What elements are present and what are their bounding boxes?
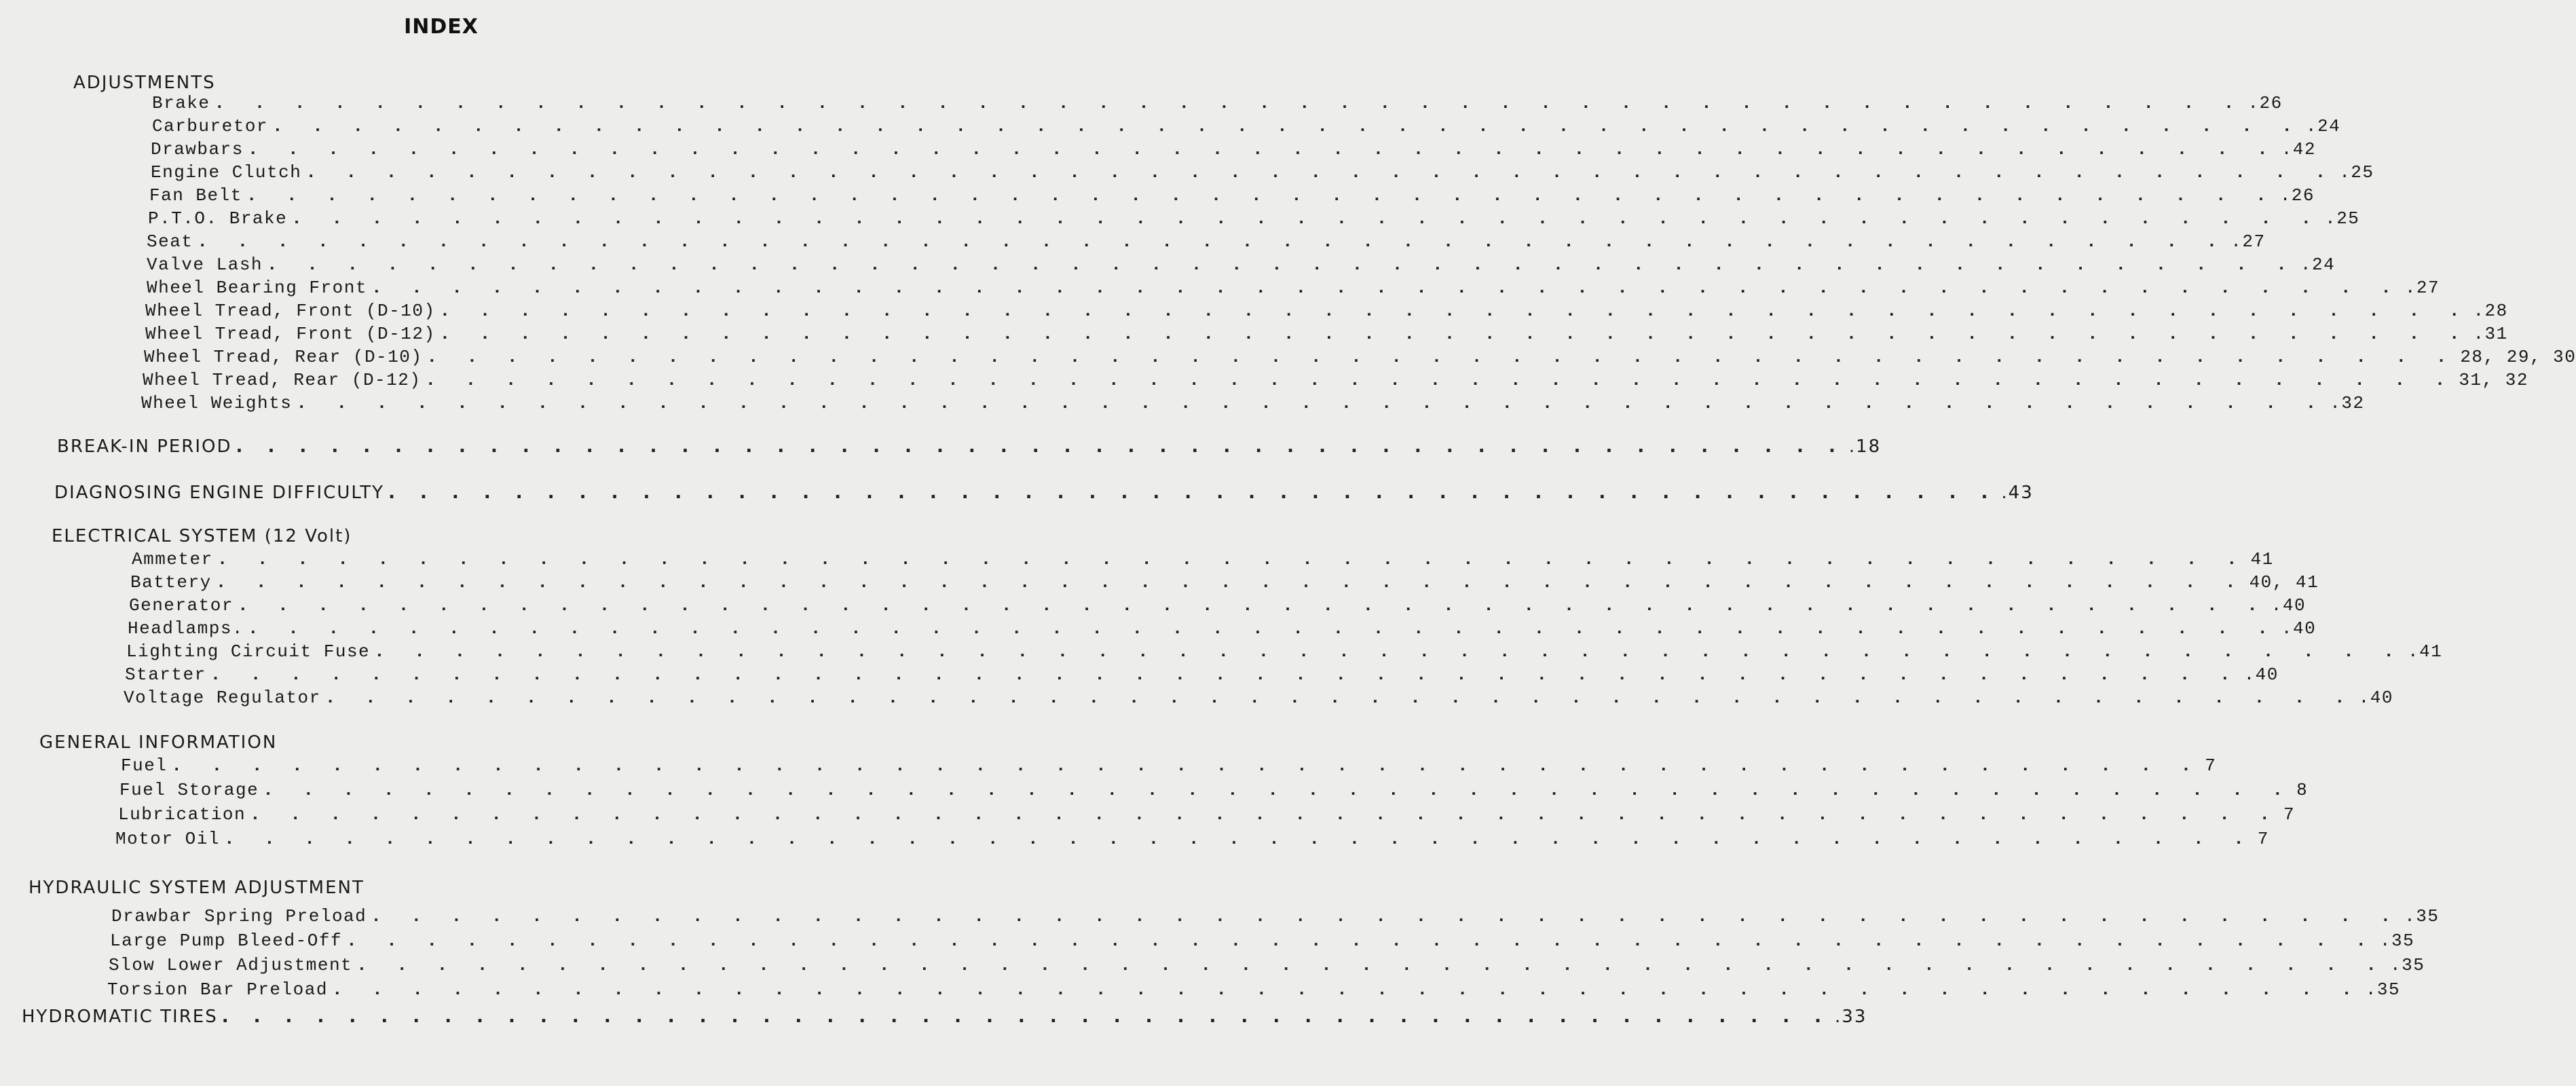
entry-page: .24 — [2305, 116, 2341, 136]
index-entry — [126, 639, 2443, 664]
entry-label: Brake — [152, 93, 210, 113]
entry-page: .33 — [1835, 1007, 1867, 1027]
dot-leader: . . . . . . . . . . . . . . . . . . . . . . . . . . . . . . . . . . . . . . . . . . . . . . . . . . . — [346, 931, 2376, 951]
index-entry — [119, 778, 2309, 802]
dot-leader: . . . . . . . . . . . . . . . . . . . . . . . . . . . . . . . . . . . . . . . . . . . . . . . . . . . — [267, 255, 2296, 275]
entry-page: .27 — [2230, 231, 2266, 252]
entry-page: 28, 29, 30 — [2460, 347, 2576, 367]
entry-page: 41 — [2250, 549, 2274, 569]
section-heading — [29, 876, 816, 900]
entry-page: .35 — [2390, 955, 2425, 975]
index-entry — [57, 434, 1882, 459]
entry-label: Wheel Bearing Front — [147, 278, 367, 298]
dot-leader: . . . . . . . . . . . . . . . . . . . . . . . . . . . . . . . . . . . . . . . . . . . . . . . . . . . — [388, 483, 1998, 503]
entry-label: Engine Clutch — [151, 162, 302, 183]
entry-label: Headlamps. — [128, 618, 244, 639]
index-entry — [143, 368, 2528, 392]
dot-leader: . . . . . . . . . . . . . . . . . . . . . . . . . . . . . . . . . . . . . . . . . . . . . . . . . . . — [221, 1007, 1831, 1027]
entry-label: Drawbar Spring Preload — [111, 906, 367, 926]
entry-page: .26 — [2279, 185, 2315, 206]
dot-leader: . . . . . . . . . . . . . . . . . . . . . . . . . . . . . . . . . . . . . . . . . . . . . . . . . . . — [356, 955, 2387, 975]
entry-label: GENERAL INFORMATION — [39, 732, 278, 753]
index-entry — [54, 481, 2034, 505]
entry-label: Drawbars — [151, 139, 244, 160]
dot-leader: . . . . . . . . . . . . . . . . . . . . . . . . . . . . . . . . . . . . . . . . . . . . . . . . . . . — [214, 93, 2244, 113]
dot-leader: . . . . . . . . . . . . . . . . . . . . . . . . . . . . . . . . . . . . . . . . . . . . . . . . . . . — [371, 278, 2401, 298]
entry-label: Seat — [147, 231, 193, 252]
entry-page: 7 — [2283, 804, 2296, 825]
entry-label: Motor Oil — [115, 829, 220, 849]
entry-page: .25 — [2339, 162, 2374, 183]
entry-label: Generator — [129, 595, 234, 616]
entry-page: .28 — [2473, 301, 2508, 321]
entry-label: Torsion Bar Preload — [107, 979, 328, 1000]
dot-leader: . . . . . . . . . . . . . . . . . . . . . . . . . . . . . . . . . . . . . . . . . . . . . . . . . . . — [236, 436, 1845, 457]
entry-label: HYDROMATIC TIRES — [22, 1007, 218, 1027]
index-entry — [145, 299, 2508, 323]
entry-label: HYDRAULIC SYSTEM ADJUSTMENT — [29, 878, 365, 898]
dot-leader: . . . . . . . . . . . . . . . . . . . . . . . . . . . . . . . . . . . . . . . . . . . . . . . . . . . — [291, 208, 2321, 229]
index-entry — [22, 1005, 1867, 1029]
index-entry — [148, 206, 2360, 231]
entry-page: .35 — [2404, 906, 2440, 926]
entry-label: DIAGNOSING ENGINE DIFFICULTY — [54, 483, 385, 503]
entry-page: .40 — [2271, 595, 2307, 616]
entry-label: Fuel — [121, 755, 168, 776]
entry-label: Valve Lash — [147, 255, 263, 275]
index-entry — [152, 114, 2341, 138]
index-entry — [121, 753, 2217, 778]
dot-leader: . . . . . . . . . . . . . . . . . . . . . . . . . . . . . . . . . . . . . . . . . . . . . . . . . . . — [439, 301, 2469, 321]
entry-page: .43 — [2001, 483, 2034, 503]
index-entry — [151, 137, 2316, 162]
index-entry — [141, 391, 2365, 415]
entry-label: Starter — [125, 664, 206, 685]
entry-page: 7 — [2205, 755, 2217, 776]
index-entry — [144, 345, 2576, 369]
entry-label: Wheel Tread, Front (D-10) — [145, 301, 436, 321]
section-heading — [52, 524, 819, 548]
index-entry — [147, 229, 2266, 254]
entry-page: .35 — [2379, 931, 2415, 951]
entry-page: .18 — [1848, 436, 1882, 457]
dot-leader: . . . . . . . . . . . . . . . . . . . . . . . . . . . . . . . . . . . . . . . . . . . . . . . . . . . — [247, 139, 2277, 160]
entry-label: P.T.O. Brake — [148, 208, 288, 229]
dot-leader: . . . . . . . . . . . . . . . . . . . . . . . . . . . . . . . . . . . . . . . . . . . . . . . . . . . — [371, 906, 2401, 926]
index-entry — [151, 160, 2374, 185]
entry-label: BREAK-IN PERIOD — [57, 436, 232, 457]
dot-leader: . . . . . . . . . . . . . . . . . . . . . . . . . . . . . . . . . . . . . . . . . . . . . . . . . . . — [272, 116, 2302, 136]
index-entry — [124, 686, 2393, 710]
dot-leader: . . . . . . . . . . . . . . . . . . . . . . . . . . . . . . . . . . . . . . . . . . . . . . . . . . . — [426, 347, 2457, 367]
dot-leader: . . . . . . . . . . . . . . . . . . . . . . . . . . . . . . . . . . . . . . . . . . . . . . . . . . . — [210, 664, 2240, 685]
entry-page: .32 — [2330, 393, 2365, 413]
dot-leader: . . . . . . . . . . . . . . . . . . . . . . . . . . . . . . . . . . . . . . . . . . . . . . . . . . . — [296, 393, 2326, 413]
dot-leader: . . . . . . . . . . . . . . . . . . . . . . . . . . . . . . . . . . . . . . . . . . . . . . . . . . . — [331, 979, 2362, 1000]
entry-label: Large Pump Bleed-Off — [110, 931, 343, 951]
entry-page: 31, 32 — [2459, 370, 2528, 390]
dot-leader: . . . . . . . . . . . . . . . . . . . . . . . . . . . . . . . . . . . . . . . . . . . . . . . . . . . — [425, 370, 2455, 390]
entry-page: .35 — [2365, 979, 2401, 1000]
entry-page: 40, 41 — [2249, 572, 2319, 593]
index-entry — [125, 662, 2279, 687]
entry-page: .40 — [2243, 664, 2279, 685]
index-entry — [147, 252, 2336, 277]
dot-leader: . . . . . . . . . . . . . . . . . . . . . . . . . . . . . . . . . . . . . . . . . . . . . . . . . . . — [215, 572, 2245, 593]
dot-leader: . . . . . . . . . . . . . . . . . . . . . . . . . . . . . . . . . . . . . . . . . . . . . . . . . . . — [305, 162, 2336, 183]
entry-page: .40 — [2358, 688, 2393, 708]
dot-leader: . . . . . . . . . . . . . . . . . . . . . . . . . . . . . . . . . . . . . . . . . . . . . . . . . . . — [237, 595, 2267, 616]
entry-label: Lighting Circuit Fuse — [126, 641, 371, 662]
dot-leader: . . . . . . . . . . . . . . . . . . . . . . . . . . . . . . . . . . . . . . . . . . . . . . . . . . . — [197, 231, 2227, 252]
entry-label: Battery — [130, 572, 212, 593]
entry-page: .24 — [2300, 255, 2336, 275]
entry-label: Wheel Weights — [141, 393, 293, 413]
dot-leader: . . . . . . . . . . . . . . . . . . . . . . . . . . . . . . . . . . . . . . . . . . . . . . . . . . . — [263, 780, 2293, 800]
dot-leader: . . . . . . . . . . . . . . . . . . . . . . . . . . . . . . . . . . . . . . . . . . . . . . . . . . . — [248, 618, 2277, 639]
index-entry — [118, 802, 2296, 827]
index-entry — [129, 593, 2307, 618]
index-entry — [107, 977, 2401, 1002]
entry-page: 7 — [2257, 829, 2269, 849]
entry-page: .31 — [2473, 324, 2508, 344]
entry-page: .42 — [2281, 139, 2316, 160]
dot-leader: . . . . . . . . . . . . . . . . . . . . . . . . . . . . . . . . . . . . . . . . . . . . . . . . . . . — [171, 755, 2201, 776]
index-entry — [132, 547, 2274, 572]
index-entry — [152, 91, 2283, 115]
entry-page: .27 — [2404, 278, 2440, 298]
entry-label: Ammeter — [132, 549, 213, 569]
index-entry — [130, 570, 2319, 595]
dot-leader: . . . . . . . . . . . . . . . . . . . . . . . . . . . . . . . . . . . . . . . . . . . . . . . . . . . — [250, 804, 2279, 825]
index-entry — [147, 276, 2440, 300]
entry-label: Wheel Tread, Rear (D-10) — [144, 347, 423, 367]
index-entry — [110, 929, 2415, 953]
dot-leader: . . . . . . . . . . . . . . . . . . . . . . . . . . . . . . . . . . . . . . . . . . . . . . . . . . . — [439, 324, 2469, 344]
entry-page: .41 — [2408, 641, 2443, 662]
page-title: INDEX — [404, 15, 479, 39]
entry-label: Lubrication — [118, 804, 246, 825]
entry-page: .25 — [2325, 208, 2360, 229]
index-entry — [115, 827, 2269, 851]
dot-leader: . . . . . . . . . . . . . . . . . . . . . . . . . . . . . . . . . . . . . . . . . . . . . . . . . . . — [246, 185, 2276, 206]
section-heading — [39, 730, 820, 755]
dot-leader: . . . . . . . . . . . . . . . . . . . . . . . . . . . . . . . . . . . . . . . . . . . . . . . . . . . — [374, 641, 2404, 662]
entry-page: 8 — [2296, 780, 2309, 800]
index-entry — [145, 322, 2508, 346]
entry-label: Wheel Tread, Rear (D-12) — [143, 370, 422, 390]
entry-label: Fan Belt — [149, 185, 242, 206]
index-entry — [128, 616, 2317, 641]
entry-page: .26 — [2247, 93, 2283, 113]
index-entry — [149, 183, 2315, 208]
dot-leader: . . . . . . . . . . . . . . . . . . . . . . . . . . . . . . . . . . . . . . . . . . . . . . . . . . . — [324, 688, 2355, 708]
entry-label: ELECTRICAL SYSTEM (12 Volt) — [52, 526, 352, 546]
index-entry — [111, 904, 2440, 929]
entry-label: Fuel Storage — [119, 780, 259, 800]
entry-label: Voltage Regulator — [124, 688, 321, 708]
dot-leader: . . . . . . . . . . . . . . . . . . . . . . . . . . . . . . . . . . . . . . . . . . . . . . . . . . . — [217, 549, 2247, 569]
index-entry — [109, 953, 2425, 977]
entry-page: .40 — [2281, 618, 2317, 639]
dot-leader: . . . . . . . . . . . . . . . . . . . . . . . . . . . . . . . . . . . . . . . . . . . . . . . . . . . — [223, 829, 2254, 849]
entry-label: Slow Lower Adjustment — [109, 955, 353, 975]
entry-label: Wheel Tread, Front (D-12) — [145, 324, 436, 344]
entry-label: Carburetor — [152, 116, 269, 136]
entry-label: ADJUSTMENTS — [73, 73, 216, 93]
